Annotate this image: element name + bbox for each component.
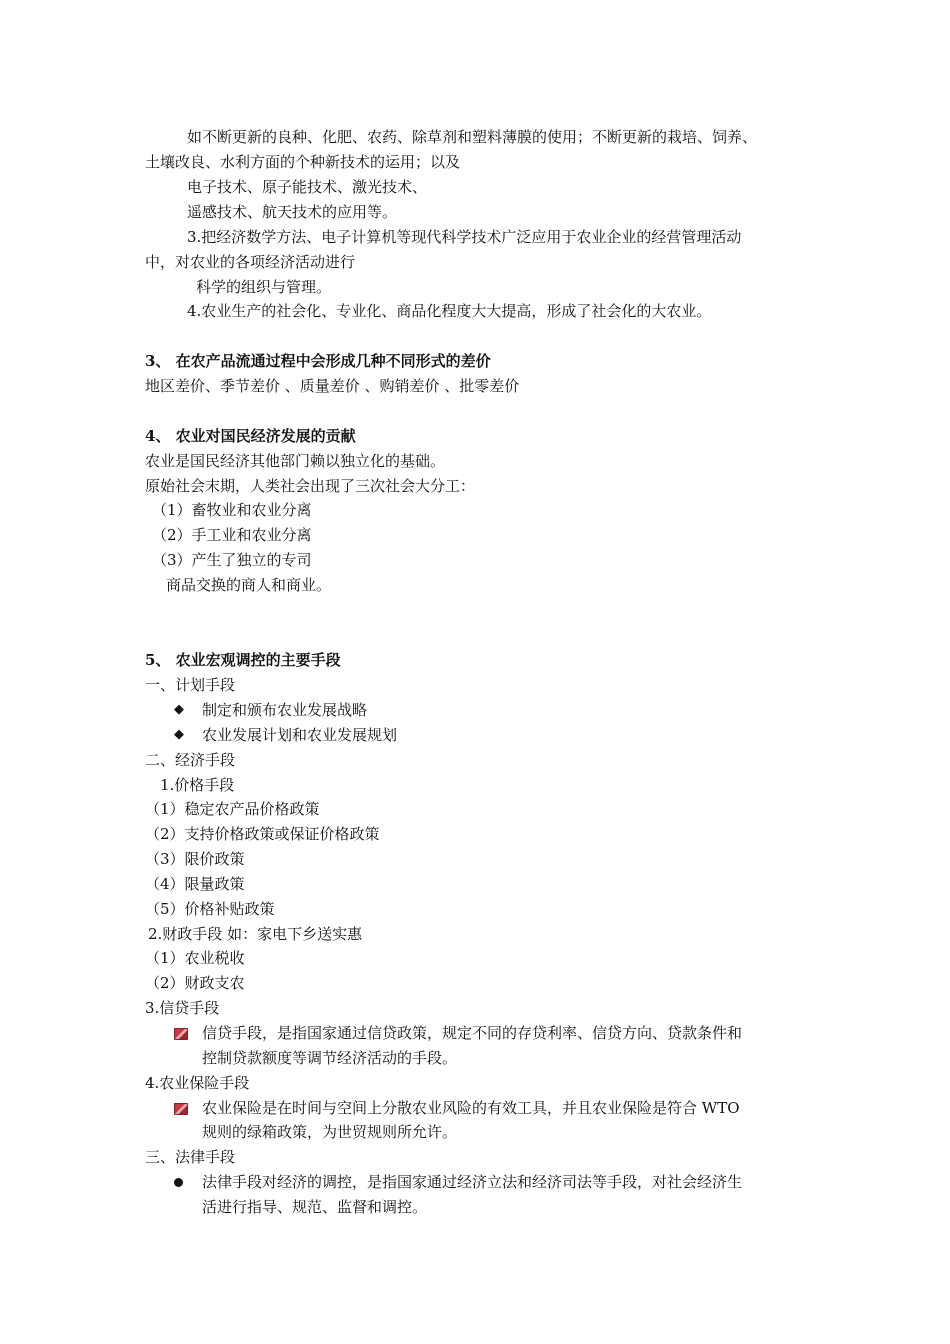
list-item: （3）产生了独立的专司 <box>152 551 312 569</box>
bullet-item: 制定和颁布农业发展战略 <box>202 701 368 719</box>
paragraph-line: 遥感技术、航天技术的应用等。 <box>187 203 398 221</box>
paragraph-line: 规则的绿箱政策，为世贸规则所允许。 <box>202 1123 458 1141</box>
subsection-title: 二、经济手段 <box>145 751 236 769</box>
list-item: （2）手工业和农业分离 <box>152 526 312 544</box>
paragraph-line: 农业是国民经济其他部门赖以独立化的基础。 <box>145 452 446 470</box>
section-3-heading: 3、 在农产品流通过程中会形成几种不同形式的差价 <box>145 352 491 370</box>
paragraph-line: 控制贷款额度等调节经济活动的手段。 <box>202 1049 458 1067</box>
list-item: （2）财政支农 <box>145 974 245 992</box>
paragraph-line: 农业保险是在时间与空间上分散农业风险的有效工具，并且农业保险是符合 WTO <box>202 1099 740 1117</box>
subsection-title: 一、计划手段 <box>145 676 236 694</box>
bullet-item: 农业发展计划和农业发展规划 <box>202 726 398 744</box>
section-5-heading: 5、 农业宏观调控的主要手段 <box>145 651 341 669</box>
paragraph-line: 3.把经济数学方法、电子计算机等现代科学技术广泛应用于农业企业的经营管理活动 <box>187 228 742 246</box>
subsection-title: 4.农业保险手段 <box>145 1074 250 1092</box>
dot-bullet-icon <box>174 1178 183 1187</box>
paragraph-line: 信贷手段，是指国家通过信贷政策，规定不同的存贷利率、信贷方向、贷款条件和 <box>202 1024 743 1042</box>
list-item: （1）稳定农产品价格政策 <box>145 800 320 818</box>
list-item: （3）限价政策 <box>145 850 245 868</box>
paragraph-line: 商品交换的商人和商业。 <box>166 576 332 594</box>
paragraph-line: 4.农业生产的社会化、专业化、商品化程度大大提高，形成了社会化的大农业。 <box>187 302 712 320</box>
paragraph-line: 科学的组织与管理。 <box>196 278 332 296</box>
section-3-text: 地区差价、季节差价 、质量差价 、购销差价 、批零差价 <box>145 377 520 395</box>
paragraph-line: 原始社会末期，人类社会出现了三次社会大分工： <box>145 477 476 495</box>
subsection-title: 3.信贷手段 <box>145 999 220 1017</box>
paragraph-line: 土壤改良、水利方面的个种新技术的运用；以及 <box>145 153 461 171</box>
section-4-heading: 4、 农业对国民经济发展的贡献 <box>145 427 356 445</box>
diamond-bullet-icon: ◆ <box>174 702 184 717</box>
subsection-title: 三、法律手段 <box>145 1148 236 1166</box>
paragraph-line: 电子技术、原子能技术、激光技术、 <box>187 178 428 196</box>
paragraph-line: 如不断更新的良种、化肥、农药、除草剂和塑料薄膜的使用；不断更新的栽培、饲养、 <box>187 128 758 146</box>
flag-bullet-icon <box>174 1028 188 1040</box>
list-item: （1）农业税收 <box>145 949 245 967</box>
diamond-bullet-icon: ◆ <box>174 727 184 742</box>
paragraph-line: 中，对农业的各项经济活动进行 <box>145 253 356 271</box>
subsection-title: 2.财政手段 如：家电下乡送实惠 <box>148 925 363 943</box>
paragraph-line: 活进行指导、规范、监督和调控。 <box>202 1198 428 1216</box>
paragraph-line: 法律手段对经济的调控，是指国家通过经济立法和经济司法等手段，对社会经济生 <box>202 1173 743 1191</box>
subsection-title: 1.价格手段 <box>160 776 235 794</box>
flag-bullet-icon <box>174 1103 188 1115</box>
list-item: （5）价格补贴政策 <box>145 900 275 918</box>
list-item: （4）限量政策 <box>145 875 245 893</box>
list-item: （1）畜牧业和农业分离 <box>152 501 312 519</box>
list-item: （2）支持价格政策或保证价格政策 <box>145 825 380 843</box>
